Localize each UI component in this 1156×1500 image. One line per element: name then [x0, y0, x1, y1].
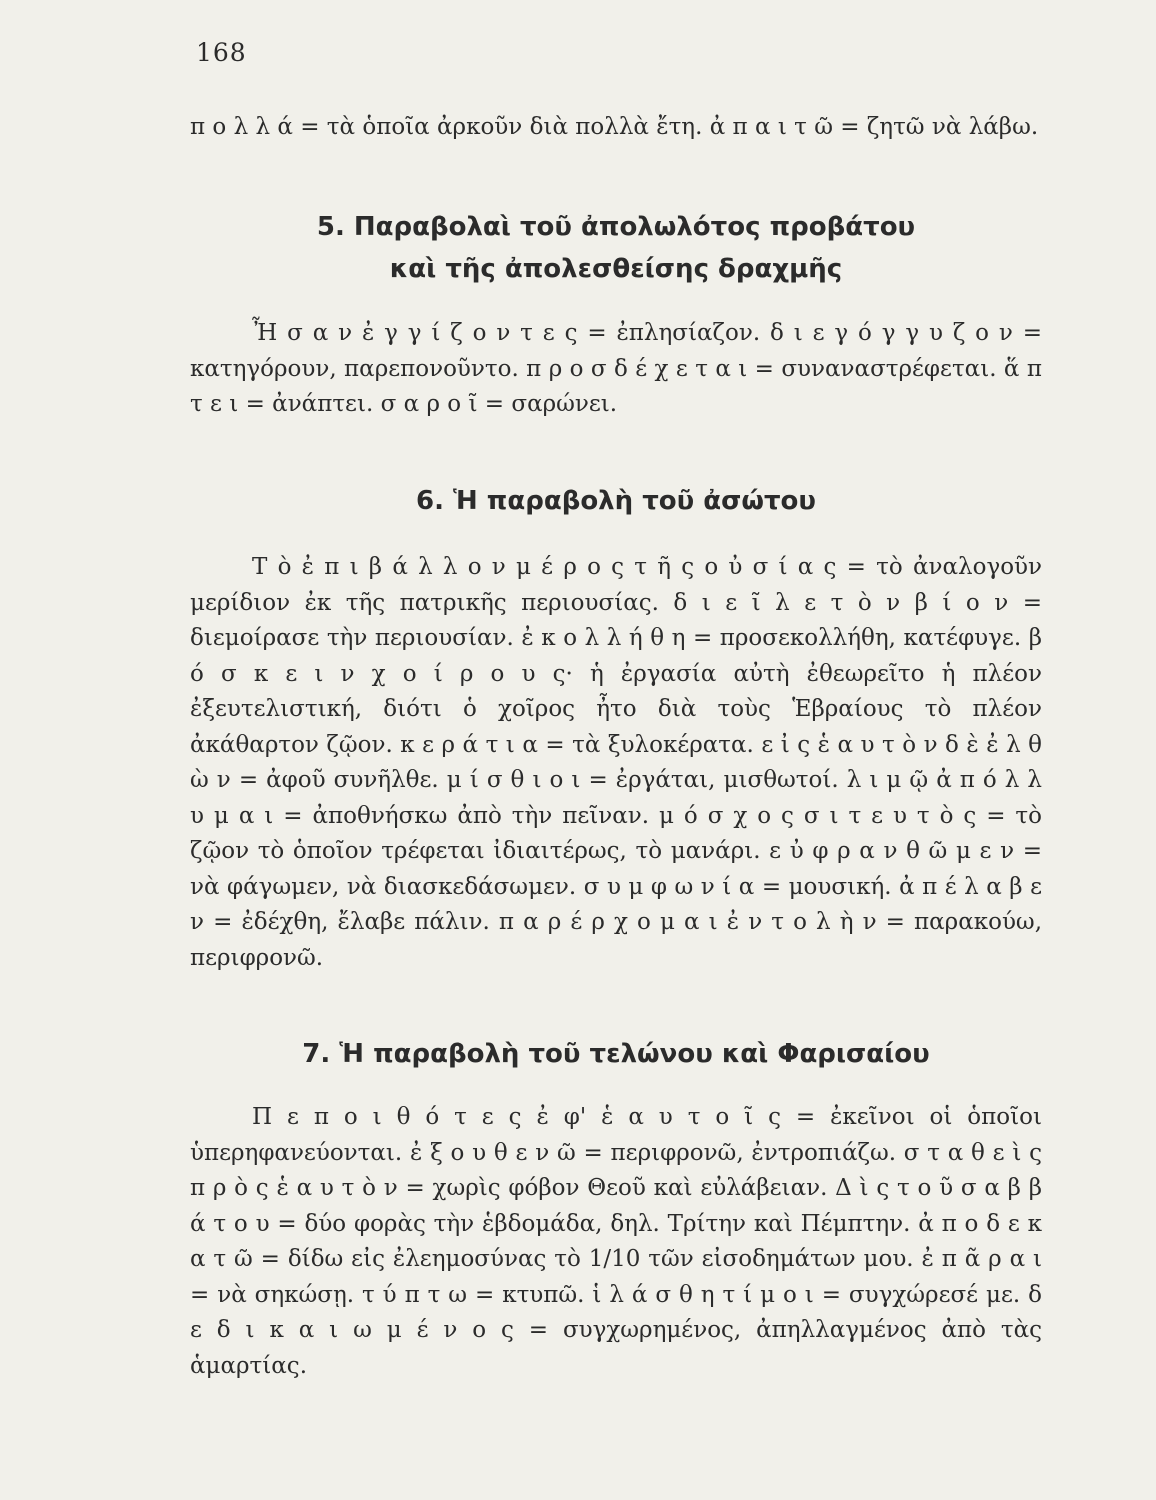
section-6-paragraph: Τ ὸ ἐ π ι β ά λ λ ο ν μ έ ρ ο ς τ ῆ ς ο ὐ σ ί α ς = τὸ ἀναλογοῦν μερίδιον ἐκ τῆς πατρικῆς περιουσίας. δ ι ε ῖ λ ε τ ὸ ν β ί ο ν = διεμοίρασε τὴν περιουσίαν. ἐ κ ο λ λ ή θ η = προσεκολλήθη, κατέφυγε. β ό σ κ ε ι ν χ ο ί ρ ο υ ς· ἡ ἐργασία αὐτὴ ἐθεωρεῖτο ἡ πλέον ἐξευτελιστική, διότι ὁ χοῖρος ἦτο διὰ τοὺς Ἑβραίους τὸ πλέον ἀκάθαρτον ζῷον. κ ε ρ ά τ ι α = τὰ ξυλοκέρατα. ε ἰ ς ἑ α υ τ ὸ ν δ ὲ ἐ λ θ ὼ ν = ἀφοῦ συνῆλθε. μ ί σ θ ι ο ι = ἐργάται, μισθωτοί. λ ι μ ῷ ἀ π ό λ λ υ μ α ι = ἀποθνήσκω ἀπὸ τὴν πεῖναν. μ ό σ χ ο ς σ ι τ ε υ τ ὸ ς = τὸ ζῷον τὸ ὁποῖον τρέφεται ἰδιαιτέρως, τὸ μανάρι. ε ὐ φ ρ α ν θ ῶ μ ε ν = νὰ φάγωμεν, νὰ διασκεδάσωμεν. σ υ μ φ ω ν ί α = μουσική. ἀ π έ λ α β ε ν = ἐδέχθη, ἔλαβε πάλιν. π α ρ έ ρ χ ο μ α ι ἐ ν τ ο λ ὴ ν = παρακούω, περιφρονῶ.: [190, 554, 1042, 971]
section-6-body: [190, 550, 1042, 976]
section-5-paragraph: Ἦ σ α ν ἐ γ γ ί ζ ο ν τ ε ς = ἐπλησίαζον. δ ι ε γ ό γ γ υ ζ ο ν = κατηγόρουν, παρεπονοῦντο. π ρ ο σ δ έ χ ε τ α ι = συναναστρέφεται. ἅ π τ ε ι = ἀνάπτει. σ α ρ ο ῖ = σαρώνει.: [190, 320, 1042, 417]
section-5-heading-line-2: καὶ τῆς ἀπολεσθείσης δραχμῆς: [389, 254, 843, 284]
page-number: 168: [196, 38, 247, 67]
section-7-paragraph: Π ε π ο ι θ ό τ ε ς ἐ φ' ἑ α υ τ ο ῖ ς = ἐκεῖνοι οἱ ὁποῖοι ὑπερηφανεύονται. ἐ ξ ο υ θ ε ν ῶ = περιφρονῶ, ἐντροπιάζω. σ τ α θ ε ὶ ς π ρ ὸ ς ἑ α υ τ ὸ ν = χωρὶς φόβον Θεοῦ καὶ εὐλάβειαν. Δ ὶ ς τ ο ῦ σ α β β ά τ ο υ = δύο φορὰς τὴν ἑβδομάδα, δηλ. Τρίτην καὶ Πέμπτην. ἀ π ο δ ε κ α τ ῶ = δίδω εἰς ἐλεημοσύνας τὸ 1/10 τῶν εἰσοδημάτων μου. ἐ π ᾶ ρ α ι = νὰ σηκώσῃ. τ ύ π τ ω = κτυπῶ. ἱ λ ά σ θ η τ ί μ ο ι = συγχώρεσέ με. δ ε δ ι κ α ι ω μ έ ν ο ς = συγχωρημένος, ἀπηλλαγμένος ἀπὸ τὰς ἁμαρτίας.: [190, 1104, 1042, 1379]
section-7: [190, 1033, 1042, 1075]
section-7-body: [190, 1100, 1042, 1384]
section-5-body: [190, 316, 1042, 423]
intro-section: [190, 110, 1042, 146]
intro-paragraph: π ο λ λ ά = τὰ ὁποῖα ἀρκοῦν διὰ πολλὰ ἔτη. ἀ π α ι τ ῶ = ζητῶ νὰ λάβω.: [190, 114, 1039, 140]
section-6: [190, 480, 1042, 522]
section-5: [190, 206, 1042, 290]
section-5-heading-line-1: 5. Παραβολαὶ τοῦ ἀπολωλότος προβάτου: [316, 212, 916, 242]
section-7-heading: 7. Ἡ παραβολὴ τοῦ τελώνου καὶ Φαρισαίου: [302, 1039, 930, 1069]
section-6-heading: 6. Ἡ παραβολὴ τοῦ ἀσώτου: [416, 486, 816, 516]
